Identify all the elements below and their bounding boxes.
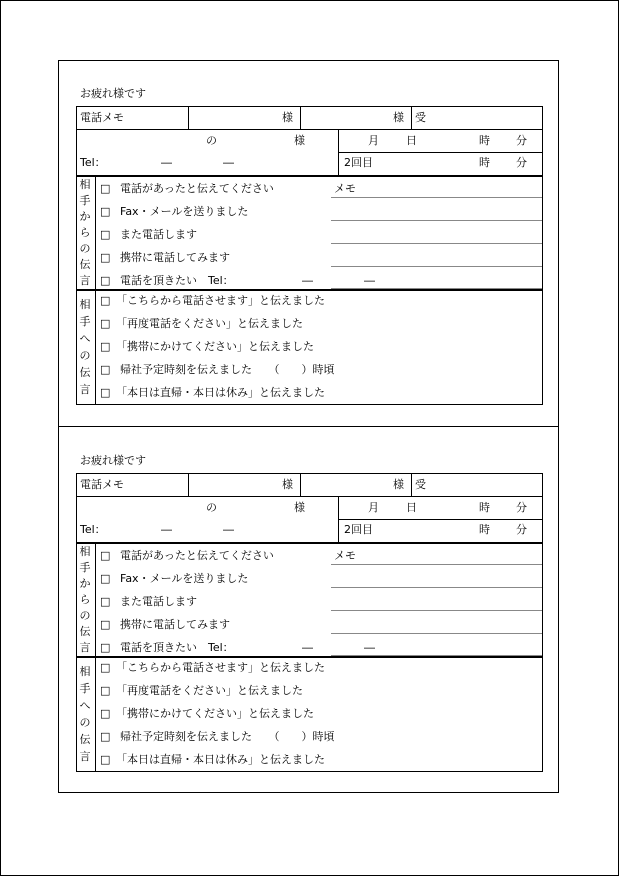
memo-title: 電話メモ [80,111,124,124]
month-label: 月 [368,134,379,147]
list-item: 「携帯にかけてください」と伝えました [116,340,314,353]
tel-label: Tel： [80,156,106,169]
month-label: 月 [368,501,379,514]
list-item: 「こちらから電話させます」と伝えました [116,294,325,307]
checkbox[interactable]: □ [100,205,111,218]
hour-label: 時 [479,501,490,514]
second-time-label: 2回目 [344,156,373,169]
company-no: の [206,501,217,514]
hour-label: 時 [479,134,490,147]
list-item: 「携帯にかけてください」と伝えました [116,707,314,720]
list-item: 帰社予定時刻を伝えました （ ）時頃 [120,730,335,743]
list-item: 電話があったと伝えてください [120,549,274,562]
checkbox[interactable]: □ [100,294,111,307]
list-item: Fax・メールを送りました [120,572,249,585]
tel-label: Tel： [80,523,106,536]
memo-label: メモ [334,182,356,195]
checkbox[interactable]: □ [100,572,111,585]
list-item: また電話します [120,595,197,608]
list-item: 「本日は直帰・本日は休み」と伝えました [116,386,325,399]
minute-label-2: 分 [516,156,527,169]
checkbox[interactable]: □ [100,363,111,376]
received-label: 受 [415,111,426,124]
list-item: 携帯に電話してみます [120,251,230,264]
checkbox[interactable]: □ [100,386,111,399]
second-time-label: 2回目 [344,523,373,536]
minute-label: 分 [516,134,527,147]
checkbox[interactable]: □ [100,274,111,287]
list-item: 電話を頂きたい Tel： [120,274,234,287]
list-item: また電話します [120,228,197,241]
memo-title: 電話メモ [80,478,124,491]
checkbox[interactable]: □ [100,707,111,720]
checkbox[interactable]: □ [100,228,111,241]
tel-dash-1: ― [302,641,313,654]
checkbox[interactable]: □ [100,317,111,330]
taker-sama: 様 [393,111,404,124]
list-item: 「再度電話をください」と伝えました [116,684,303,697]
tel-dash-2: ― [223,523,234,536]
list-item: 電話があったと伝えてください [120,182,274,195]
received-label: 受 [415,478,426,491]
memo-header-box [76,473,543,543]
checkbox[interactable]: □ [100,618,111,631]
tel-dash-2: ― [364,274,375,287]
caller-sama: 様 [294,501,305,514]
tel-dash-2: ― [364,641,375,654]
checkbox[interactable]: □ [100,340,111,353]
checkbox[interactable]: □ [100,182,111,195]
recipient-sama: 様 [282,478,293,491]
greeting: お疲れ様です [80,454,146,467]
checkbox[interactable]: □ [100,730,111,743]
checkbox[interactable]: □ [100,753,111,766]
tel-dash-1: ― [302,274,313,287]
checkbox[interactable]: □ [100,549,111,562]
company-no: の [206,134,217,147]
list-item: 「再度電話をください」と伝えました [116,317,303,330]
from-caller-label: 相 手 か ら の 伝 言 [79,545,91,654]
caller-sama: 様 [294,134,305,147]
checkbox[interactable]: □ [100,251,111,264]
hour-label-2: 時 [479,156,490,169]
checkbox[interactable]: □ [100,595,111,608]
to-caller-label: 相 手 へ の 伝 言 [79,665,91,763]
recipient-sama: 様 [282,111,293,124]
day-label: 日 [406,501,417,514]
tel-dash-1: ― [161,523,172,536]
list-item: Fax・メールを送りました [120,205,249,218]
checkbox[interactable]: □ [100,641,111,654]
from-caller-label: 相 手 か ら の 伝 言 [79,178,91,287]
memo-label: メモ [334,549,356,562]
tel-dash-2: ― [223,156,234,169]
minute-label-2: 分 [516,523,527,536]
memo-header-box [76,106,543,176]
day-label: 日 [406,134,417,147]
checkbox[interactable]: □ [100,684,111,697]
tel-dash-1: ― [161,156,172,169]
list-item: 「本日は直帰・本日は休み」と伝えました [116,753,325,766]
list-item: 「こちらから電話させます」と伝えました [116,661,325,674]
list-item: 帰社予定時刻を伝えました （ ）時頃 [120,363,335,376]
to-caller-label: 相 手 へ の 伝 言 [79,298,91,396]
list-item: 携帯に電話してみます [120,618,230,631]
cut-line [59,426,558,427]
hour-label-2: 時 [479,523,490,536]
list-item: 電話を頂きたい Tel： [120,641,234,654]
checkbox[interactable]: □ [100,661,111,674]
greeting: お疲れ様です [80,87,146,100]
taker-sama: 様 [393,478,404,491]
minute-label: 分 [516,501,527,514]
